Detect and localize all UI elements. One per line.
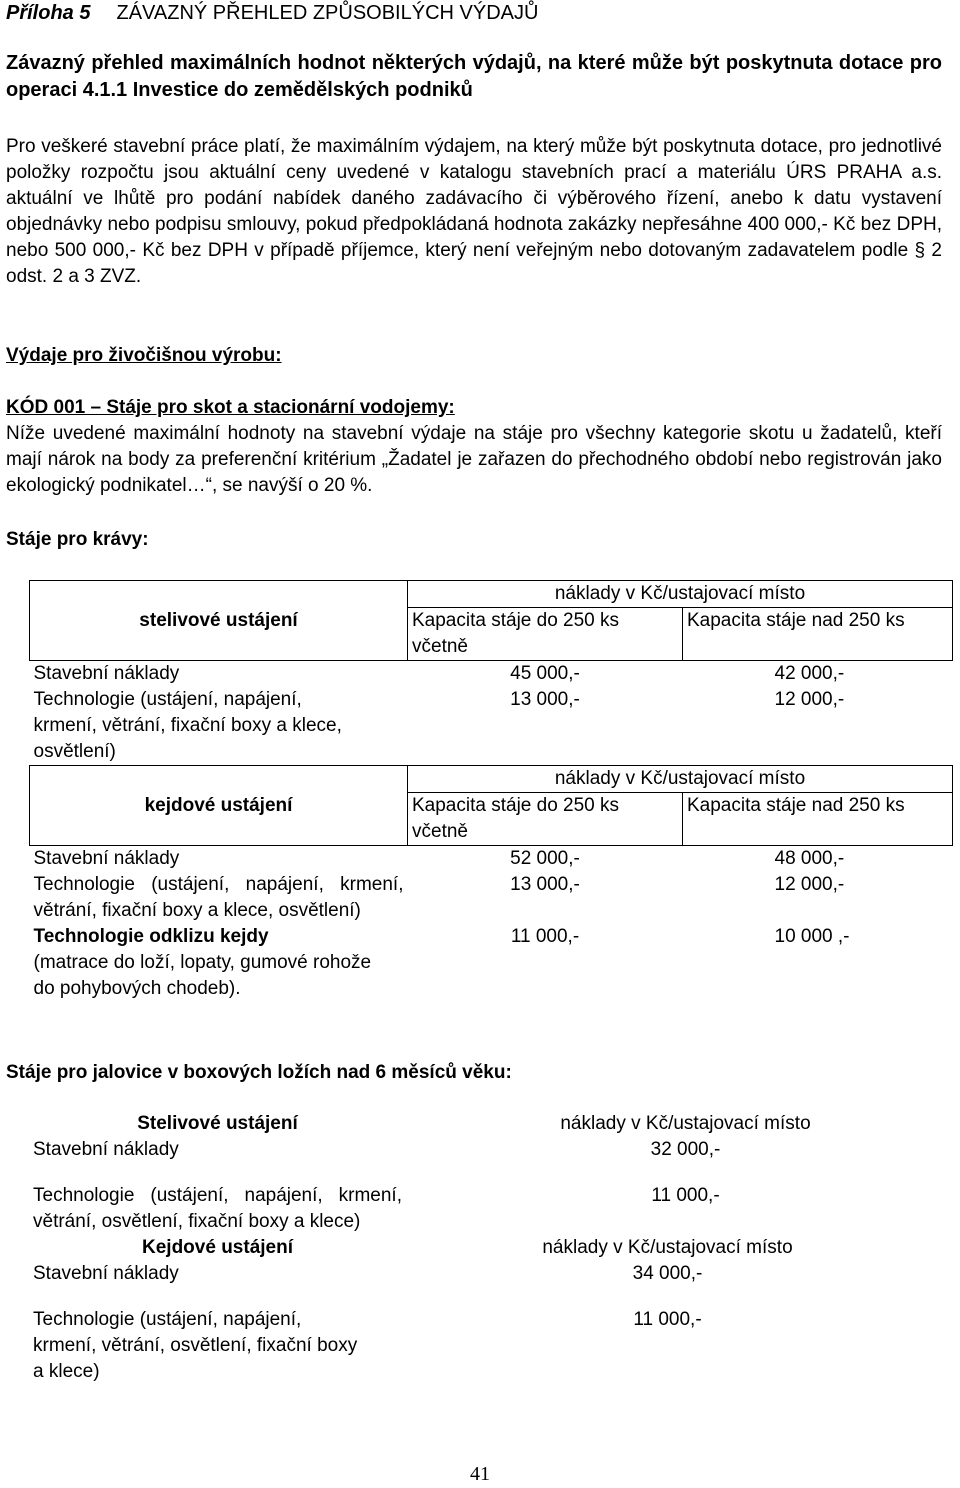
cows-cost-table bbox=[29, 580, 953, 1002]
row-small-value: 52 000,- bbox=[510, 848, 580, 869]
col-large-header: Kapacita stáje nad 250 ks bbox=[683, 608, 953, 661]
manure-tech-detail: (matrace do loží, lopaty, gumové rohože do pohybových chodeb). bbox=[33, 952, 372, 999]
row-small-value: 45 000,- bbox=[510, 663, 580, 684]
table-row bbox=[30, 661, 953, 688]
row-item: Stavební náklady bbox=[33, 848, 180, 869]
section-heading: Výdaje pro živočišnou výrobu: bbox=[6, 345, 282, 366]
table-row bbox=[30, 766, 953, 793]
table-row bbox=[30, 872, 953, 924]
unit-header: náklady v Kč/ustajovací místo bbox=[542, 1237, 793, 1258]
code-paragraph: Níže uvedené maximální hodnoty na stavební výdaje na stáje pro všechny kategorie skotu u žadatelů, kteří mají nárok na body za preferenční kritérium „Žadatel je zařazen do přechodného období nebo registrován jako ekologický podnikatel…“, se navýší o 20 %. bbox=[6, 423, 942, 496]
row-item: Technologie (ustájení, napájení, krmení, větrání, osvětlení, fixační boxy a klece) bbox=[33, 1309, 358, 1382]
table-row bbox=[29, 1235, 929, 1261]
row-large-value: 42 000,- bbox=[774, 663, 845, 684]
manure-tech-label: Technologie odklizu kejdy bbox=[33, 926, 269, 947]
slurry-housing-label: Kejdové ustájení bbox=[142, 1237, 293, 1258]
table-row bbox=[29, 1307, 929, 1385]
table-row bbox=[30, 687, 953, 766]
row-value: 11 000,- bbox=[651, 1185, 720, 1206]
slurry-housing-label: kejdové ustájení bbox=[30, 766, 408, 846]
row-item: Technologie (ustájení, napájení, krmení, větrání, osvětlení, fixační boxy a klece) bbox=[33, 1185, 402, 1232]
table-row bbox=[29, 1183, 929, 1235]
table-row bbox=[30, 924, 953, 1002]
row-value: 34 000,- bbox=[632, 1263, 703, 1284]
row-value: 11 000,- bbox=[633, 1309, 702, 1330]
row-large-value: 12 000,- bbox=[774, 874, 845, 895]
col-small-header: Kapacita stáje do 250 ks včetně bbox=[408, 608, 683, 661]
page-header bbox=[6, 2, 538, 25]
row-value: 32 000,- bbox=[650, 1139, 721, 1160]
table-row bbox=[30, 581, 953, 608]
col-small-header: Kapacita stáje do 250 ks včetně bbox=[408, 793, 683, 846]
page-number: 41 bbox=[470, 1463, 490, 1485]
document-subtitle: Závazný přehled maximálních hodnot některých výdajů, na které může být poskytnuta dotace pro operaci 4.1.1 Investice do zemědělských podniků bbox=[6, 52, 942, 101]
straw-housing-label: stelivové ustájení bbox=[30, 581, 408, 661]
row-item: Technologie (ustájení, napájení, krmení, větrání, fixační boxy a klece, osvětlení) bbox=[33, 689, 342, 762]
straw-housing-label: Stelivové ustájení bbox=[137, 1113, 298, 1134]
table-row bbox=[29, 1137, 929, 1183]
row-small-value: 11 000,- bbox=[510, 926, 580, 947]
row-item: Stavební náklady bbox=[33, 663, 180, 684]
row-item: Stavební náklady bbox=[33, 1263, 179, 1284]
table-row bbox=[30, 846, 953, 873]
document-title: ZÁVAZNÝ PŘEHLED ZPŮSOBILÝCH VÝDAJŮ bbox=[116, 2, 539, 24]
row-item: Technologie (ustájení, napájení, krmení, větrání, fixační boxy a klece, osvětlení) bbox=[33, 874, 404, 921]
row-large-value: 48 000,- bbox=[774, 848, 845, 869]
heifers-heading: Stáje pro jalovice v boxových ložích nad 6 měsíců věku: bbox=[6, 1062, 512, 1083]
heifers-cost-table bbox=[29, 1111, 929, 1385]
col-large-header: Kapacita stáje nad 250 ks bbox=[683, 793, 953, 846]
code-heading: KÓD 001 – Stáje pro skot a stacionární vodojemy: bbox=[6, 397, 455, 418]
row-item: Stavební náklady bbox=[33, 1139, 179, 1160]
table-row bbox=[29, 1111, 929, 1137]
unit-header: náklady v Kč/ustajovací místo bbox=[408, 581, 953, 608]
row-small-value: 13 000,- bbox=[510, 874, 580, 895]
cows-heading: Stáje pro krávy: bbox=[6, 529, 149, 550]
row-small-value: 13 000,- bbox=[510, 689, 580, 710]
unit-header: náklady v Kč/ustajovací místo bbox=[408, 766, 953, 793]
row-large-value: 10 000 ,- bbox=[774, 926, 850, 947]
unit-header: náklady v Kč/ustajovací místo bbox=[560, 1113, 811, 1134]
row-item bbox=[30, 924, 408, 1002]
appendix-label: Příloha 5 bbox=[6, 2, 91, 24]
intro-paragraph: Pro veškeré stavební práce platí, že maximálním výdajem, na který může být poskytnuta dotace, pro jednotlivé položky rozpočtu jsou aktuální ceny uvedené v katalogu stavebních prací a materiálu ÚRS PRAHA a.s. aktuální ve lhůtě pro podání nabídek daného zadávacího či výběrového řízení, anebo k datu vystavení objednávky nebo podpisu smlouvy, pokud předpokládaná hodnota zakázky nepřesáhne 400 000,- Kč bez DPH, nebo 500 000,- Kč bez DPH v případě příjemce, který není veřejným nebo dotovaným zadavatelem podle § 2 odst. 2 a 3 ZVZ. bbox=[6, 136, 942, 287]
row-large-value: 12 000,- bbox=[774, 689, 845, 710]
table-row bbox=[29, 1261, 929, 1307]
